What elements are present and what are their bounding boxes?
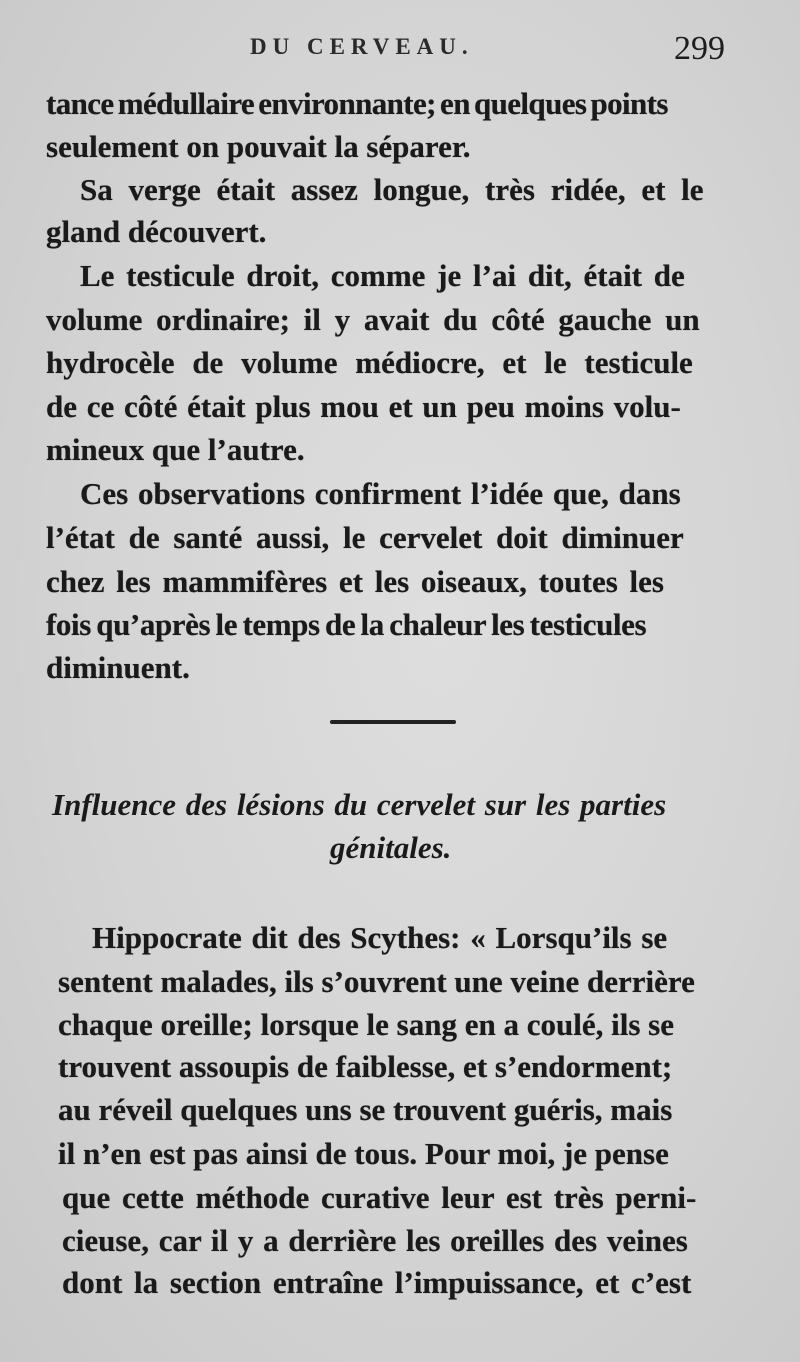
text-line: seulement on pouvait la séparer. (46, 129, 471, 164)
text-line: trouvent assoupis de faiblesse, et s’endorment; (58, 1049, 673, 1084)
text-line: cieuse, car il y a derrière les oreilles des veines (62, 1223, 688, 1258)
text-line: Hippocrate dit des Scythes: « Lorsqu’ils se (92, 920, 668, 955)
text-line: que cette méthode curative leur est très perni- (62, 1180, 697, 1215)
text-line: volume ordinaire; il y avait du côté gauche un (46, 302, 700, 337)
text-line: chaque oreille; lorsque le sang en a coulé, ils se (58, 1007, 674, 1042)
page-header (0, 30, 800, 80)
text-line: diminuent. (46, 650, 190, 685)
section-title-line: génitales. (330, 830, 452, 865)
text-line: l’état de santé aussi, le cervelet doit diminuer (46, 520, 684, 555)
text-line: Sa verge était assez longue, très ridée, et le (80, 172, 704, 207)
text-line: Ces observations confirment l’idée que, dans (80, 476, 681, 511)
text-line: mineux que l’autre. (46, 432, 305, 467)
section-title-line: Influence des lésions du cervelet sur les parties (52, 787, 667, 822)
page-number: 299 (674, 30, 725, 67)
text-line: il n’en est pas ainsi de tous. Pour moi, je pense (58, 1136, 669, 1171)
text-line: gland découvert. (46, 214, 267, 249)
text-line: de ce côté était plus mou et un peu moins volu- (46, 389, 681, 424)
text-line: tance médullaire environnante; en quelques points (46, 86, 668, 121)
text-line: au réveil quelques uns se trouvent guéris, mais (58, 1092, 673, 1127)
text-line: dont la section entraîne l’impuissance, et c’est (62, 1265, 692, 1300)
text-line: Le testicule droit, comme je l’ai dit, était de (80, 258, 685, 293)
running-head: DU CERVEAU. (250, 34, 474, 59)
text-line: sentent malades, ils s’ouvrent une veine derrière (58, 964, 695, 999)
text-line: fois qu’après le temps de la chaleur les testicules (46, 607, 647, 642)
section-divider (330, 720, 456, 724)
text-line: hydrocèle de volume médiocre, et le testicule (46, 345, 693, 380)
text-line: chez les mammifères et les oiseaux, toutes les (46, 564, 664, 599)
